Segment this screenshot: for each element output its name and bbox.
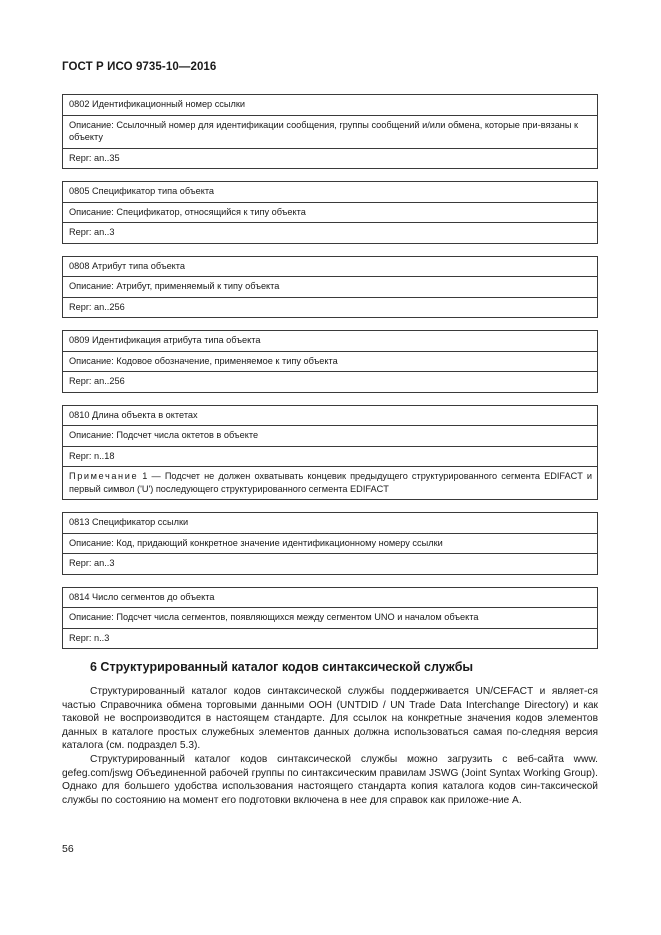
element-description: Описание: Ссылочный номер для идентификации сообщения, группы сообщений и/или обмена, которые при-вязаны к объекту — [63, 115, 598, 148]
element-repr: Repr: n..3 — [63, 628, 598, 649]
data-element-table-0814 — [62, 587, 598, 650]
element-repr: Repr: n..18 — [63, 446, 598, 467]
element-description: Описание: Кодовое обозначение, применяемое к типу объекта — [63, 351, 598, 372]
data-element-table-0802 — [62, 94, 598, 169]
element-repr: Repr: an..3 — [63, 554, 598, 575]
section-heading: 6 Структурированный каталог кодов синтаксической службы — [90, 660, 474, 674]
note-text: 1 — Подсчет не должен охватывать концевик предыдущего структурированного сегмента EDIFACT и первый символ ('U') последующего структурированного сегмента EDIFACT — [69, 471, 592, 494]
section-body — [62, 685, 598, 807]
element-title: 0809 Идентификация атрибута типа объекта — [63, 331, 598, 352]
element-description: Описание: Подсчет числа сегментов, появляющихся между сегментом UNO и началом объекта — [63, 608, 598, 629]
body-paragraph: Структурированный каталог кодов синтаксической службы можно загрузить с веб-сайта www. gefeg.com/jswg Объединенной рабочей группы по синтаксическим правилам JSWG (Joint Syntax Working Group). Однако для большего удобства использования настоящего стандарта копия каталога кодов син-таксической службы по состоянию на момент его подготовки включена в нее для справок как приложе-ние А. — [62, 753, 598, 806]
body-paragraph: Структурированный каталог кодов синтаксической службы поддерживается UN/CEFACT и являет-ся частью Справочника обмена торговыми данными ООН (UNTDID / UN Trade Data Interchange Directory) и как таковой не воспроизводится в настоящем стандарте. Для ссылок на конкретные значения кодов элементов данных в каталоге простых служебных элементов данных должна использоваться самая по-следняя версия каталога (см. подраздел 5.3). — [62, 686, 598, 752]
element-repr: Repr: an..35 — [63, 148, 598, 169]
data-element-table-0810 — [62, 405, 598, 501]
element-title: 0813 Спецификатор ссылки — [63, 513, 598, 534]
data-element-tables — [62, 94, 598, 661]
data-element-table-0813 — [62, 512, 598, 575]
element-description: Описание: Атрибут, применяемый к типу объекта — [63, 277, 598, 298]
element-title: 0805 Спецификатор типа объекта — [63, 182, 598, 203]
note-label: Примечание — [69, 471, 139, 481]
element-description: Описание: Код, придающий конкретное значение идентификационному номеру ссылки — [63, 533, 598, 554]
element-title: 0802 Идентификационный номер ссылки — [63, 95, 598, 116]
element-repr: Repr: an..3 — [63, 223, 598, 244]
data-element-table-0809 — [62, 330, 598, 393]
data-element-table-0805 — [62, 181, 598, 244]
document-header: ГОСТ Р ИСО 9735-10—2016 — [62, 61, 217, 73]
page-number: 56 — [62, 843, 74, 855]
element-title: 0814 Число сегментов до объекта — [63, 587, 598, 608]
element-repr: Repr: an..256 — [63, 372, 598, 393]
element-title: 0810 Длина объекта в октетах — [63, 405, 598, 426]
element-description: Описание: Подсчет числа октетов в объекте — [63, 426, 598, 447]
element-repr: Repr: an..256 — [63, 297, 598, 318]
element-description: Описание: Спецификатор, относящийся к типу объекта — [63, 202, 598, 223]
element-title: 0808 Атрибут типа объекта — [63, 256, 598, 277]
data-element-table-0808 — [62, 256, 598, 319]
element-note — [63, 467, 598, 500]
